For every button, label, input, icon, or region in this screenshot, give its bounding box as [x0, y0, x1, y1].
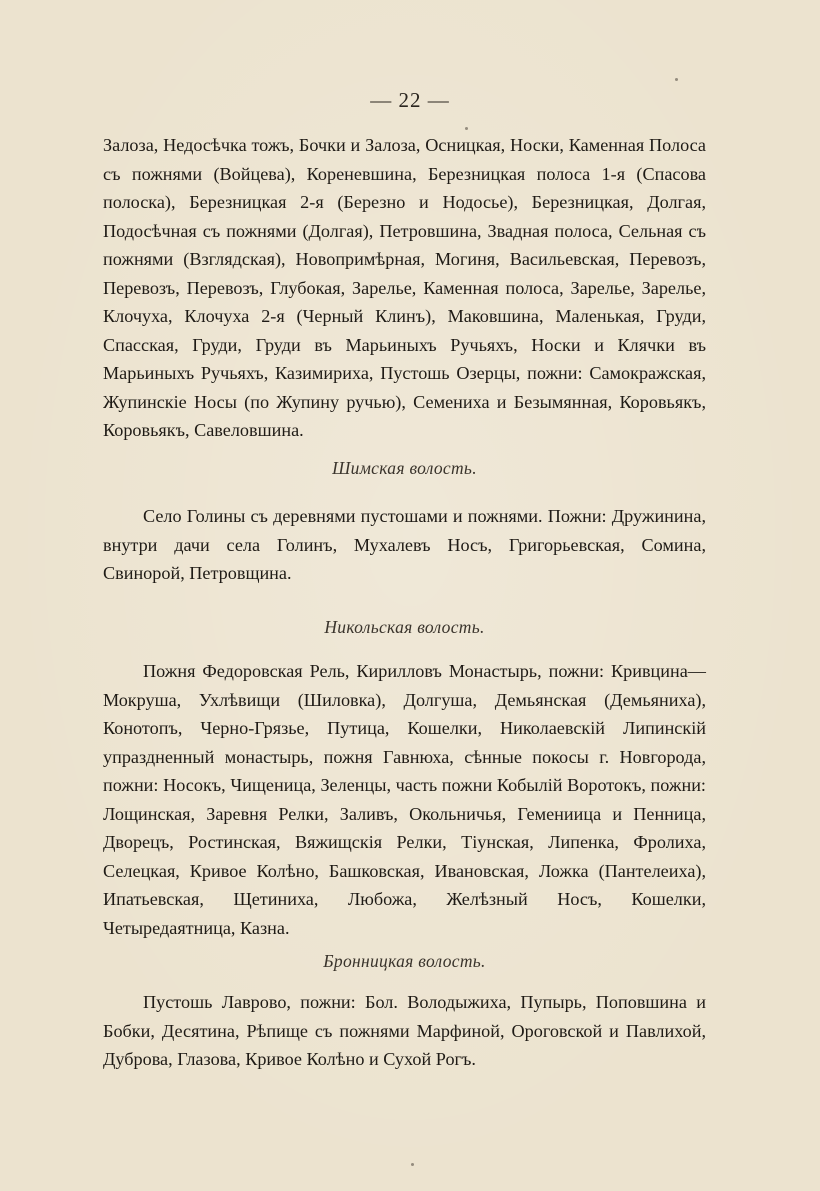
bronnitskaya-section — [103, 988, 706, 1074]
bronnitskaya-paragraph: Пустошь Лаврово, пожни: Бол. Володыжиха, Пупырь, Поповшина и Бобки, Десятина, Рѣпище съ пожнями Марфиной, Ороговской и Павлихой, Дуброва, Глазова, Кривое Колѣно и Сухой Рогъ. — [103, 992, 706, 1069]
nikolskaya-paragraph: Пожня Федоровская Рель, Кирилловъ Монастырь, пожни: Кривцина—Мокруша, Ухлѣвищи (Шиловка), Долгуша, Демьянская (Демьяниха), Конотопъ, Черно-Грязье, Путица, Кошелки, Николаевскій Липинскій упраздненный монастырь, пожня Гавнюха, сѣнные покосы г. Новгорода, пожни: Носокъ, Чищеница, Зеленцы, часть пожни Кобылій Воротокъ, пожни: Лощинская, Заревня Релки, Заливъ, Окольничья, Гемениица и Пенница, Дворецъ, Ростинская, Вяжищскія Релки, Тіунская, Липенка, Фролиха, Селецкая, Кривое Колѣно, Башковская, Ивановская, Ложка (Пантелеиха), Ипатьевская, Щетиниха, Любожа, Желѣзный Носъ, Кошелки, Четыредаятница, Казна. — [103, 661, 706, 938]
shimskaya-paragraph: Село Голины съ деревнями пустошами и пожнями. Пожни: Дружинина, внутри дачи села Голинъ, Мухалевъ Носъ, Григорьевская, Сомина, Свинорой, Петровщина. — [103, 506, 706, 583]
section-title-nikolskaya: Никольская волость. — [324, 617, 485, 637]
bronnitskaya-heading-wrap — [103, 951, 706, 972]
shimskaya-heading-wrap — [103, 458, 706, 479]
shimskaya-section — [103, 502, 706, 588]
intro-paragraph: Залоза, Недосѣчка тожъ, Бочки и Залоза, Осницкая, Носки, Каменная Полоса съ пожнями (Войцева), Кореневшина, Березницкая полоса 1-я (Спасова полоска), Березницкая 2-я (Березно и Нодосье), Березницкая, Долгая, Подосѣчная съ пожнями (Долгая), Петровшина, Звадная полоса, Сельная съ пожнями (Взглядская), Новопримѣрная, Могиня, Васильевская, Перевозъ, Перевозъ, Перевозъ, Глубокая, Зарелье, Каменная полоса, Зарелье, Зарелье, Клочуха, Клочуха 2-я (Черный Клинъ), Маковшина, Маленькая, Груди, Спасская, Груди, Груди въ Марьиныхъ Ручьяхъ, Носки и Клячки въ Марьиныхъ Ручьяхъ, Казимириха, Пустошь Озерцы, пожни: Самокражская, Жупинскіе Носы (по Жупину ручью), Семениха и Безымянная, Коровьякъ, Коровьякъ, Савеловшина. — [103, 135, 706, 440]
nikolskaya-section — [103, 657, 706, 942]
paper-speck — [411, 1163, 414, 1166]
section-title-shimskaya: Шимская волость. — [332, 458, 477, 478]
nikolskaya-heading-wrap — [103, 617, 706, 638]
page-number: — 22 — — [370, 88, 450, 112]
section-title-bronnitskaya: Бронницкая волость. — [323, 951, 486, 971]
paper-speck — [465, 127, 468, 130]
intro-section — [103, 131, 706, 445]
paper-speck — [675, 78, 678, 81]
